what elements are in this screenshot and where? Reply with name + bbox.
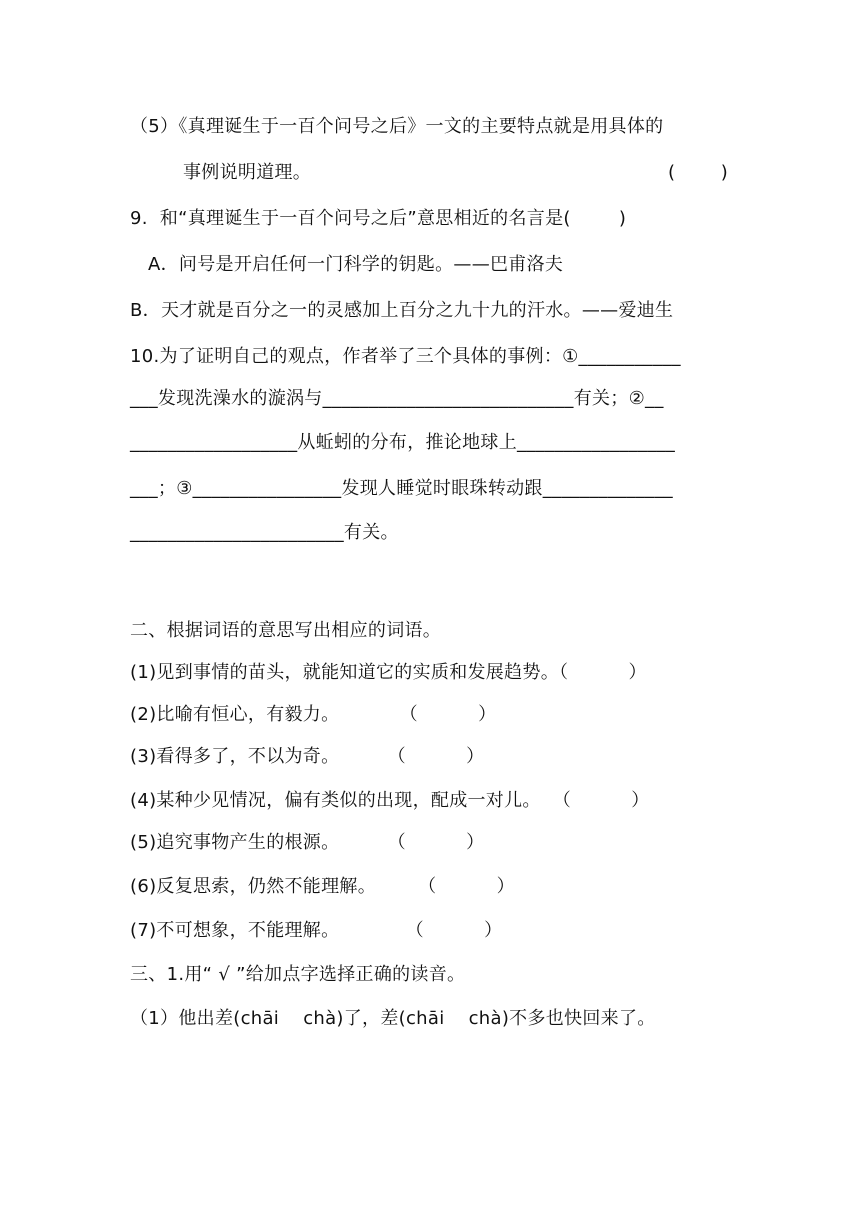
q9-option-a: A．问号是开启任何一门科学的钥匙。——巴甫洛夫 [148, 254, 564, 275]
q10-line3: __________________从蚯蚓的分布，推论地球上_________________ [130, 432, 676, 453]
section2-item: (7)不可想象，不能理解。 （ ） [130, 920, 503, 941]
section2-heading: 二、根据词语的意思写出相应的词语。 [130, 620, 442, 641]
q9-option-b: B．天才就是百分之一的灵感加上百分之九十九的汗水。——爱迪生 [130, 300, 674, 321]
q5-answer-paren: ( ) [668, 162, 728, 183]
q10-line2: ___发现洗澡水的漩涡与___________________________有关；②__ [130, 388, 664, 409]
section3-heading: 三、1.用“ √ ”给加点字选择正确的读音。 [130, 964, 466, 985]
q5-line2: 事例说明道理。 [183, 162, 312, 183]
q10-line1: 10.为了证明自己的观点，作者举了三个具体的事例：①___________ [130, 346, 681, 367]
section2-item: (4)某种少见情况，偏有类似的出现，配成一对儿。 （ ） [130, 790, 650, 811]
section3-item1: （1）他出差(chāi chà)了，差(chāi chà)不多也快回来了。 [130, 1008, 656, 1029]
q5-line1: （5）《真理诞生于一百个问号之后》一文的主要特点就是用具体的 [130, 116, 664, 137]
section2-item: (2)比喻有恒心，有毅力。 （ ） [130, 704, 497, 725]
q9-question: 9. 和“真理诞生于一百个问号之后”意思相近的名言是( ) [130, 208, 627, 229]
q10-line5: _______________________有关。 [130, 522, 399, 543]
section2-item: (5)追究事物产生的根源。 （ ） [130, 832, 485, 853]
section2-item: (1)见到事情的苗头，就能知道它的实质和发展趋势。（ ） [130, 662, 647, 683]
section2-item: (3)看得多了，不以为奇。 （ ） [130, 746, 485, 767]
q10-line4: ___；③________________发现人睡觉时眼珠转动跟______________ [130, 478, 673, 499]
section2-item: (6)反复思索，仍然不能理解。 （ ） [130, 876, 515, 897]
